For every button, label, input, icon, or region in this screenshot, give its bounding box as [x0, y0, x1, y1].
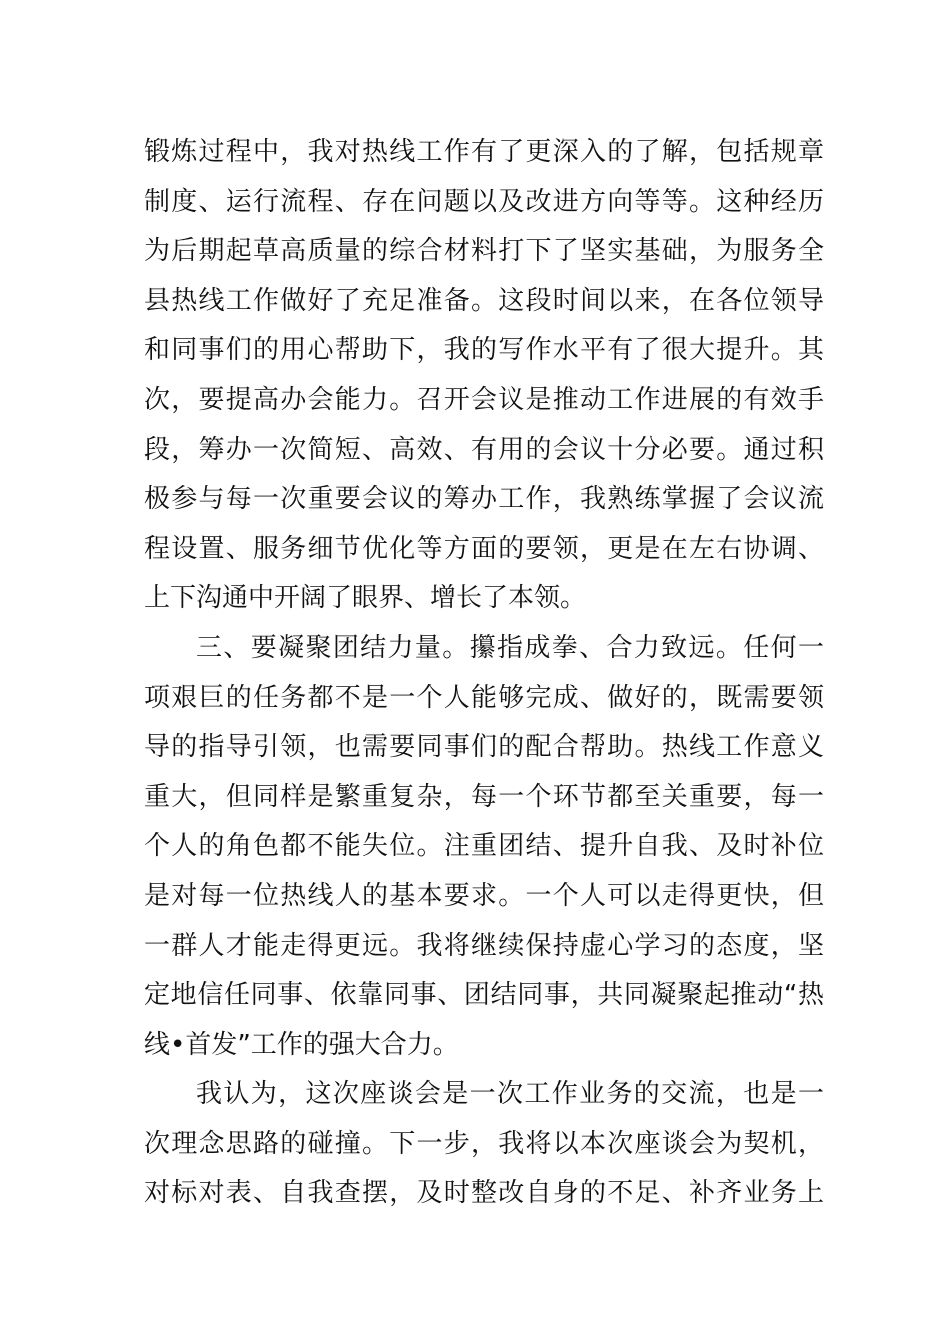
- text-line: 县热线工作做好了充足准备。这段时间以来，在各位领导: [144, 285, 824, 316]
- text-line: 个人的角色都不能失位。注重团结、提升自我、及时补位: [144, 831, 824, 862]
- text-line: 定地信任同事、依靠同事、团结同事，共同凝聚起推动“热: [144, 980, 824, 1011]
- text-line: 线•首发”工作的强大合力。: [144, 1029, 459, 1060]
- body-text: [144, 128, 824, 1219]
- text-line: 程设置、服务细节优化等方面的要领，更是在左右协调、: [144, 533, 824, 564]
- text-line: 一群人才能走得更远。我将继续保持虚心学习的态度，坚: [144, 930, 824, 961]
- text-line: 重大，但同样是繁重复杂，每一个环节都至关重要，每一: [144, 781, 824, 812]
- text-line: 为后期起草高质量的综合材料打下了坚实基础，为服务全: [144, 236, 824, 267]
- text-line: 项艰巨的任务都不是一个人能够完成、做好的，既需要领: [144, 682, 824, 713]
- text-line: 次，要提高办会能力。召开会议是推动工作进展的有效手: [144, 384, 824, 415]
- text-line: 段，筹办一次简短、高效、有用的会议十分必要。通过积: [144, 434, 824, 465]
- text-line: 上下沟通中开阔了眼界、增长了本领。: [144, 583, 587, 614]
- text-line: 是对每一位热线人的基本要求。一个人可以走得更快，但: [144, 880, 824, 911]
- text-line: 三、要凝聚团结力量。攥指成拳、合力致远。任何一: [196, 632, 824, 663]
- text-line: 我认为，这次座谈会是一次工作业务的交流，也是一: [196, 1079, 824, 1110]
- text-line: 极参与每一次重要会议的筹办工作，我熟练掌握了会议流: [144, 484, 824, 515]
- text-line: 和同事们的用心帮助下，我的写作水平有了很大提升。其: [144, 335, 824, 366]
- text-line: 对标对表、自我查摆，及时整改自身的不足、补齐业务上: [144, 1178, 824, 1209]
- text-line: 锻炼过程中，我对热线工作有了更深入的了解，包括规章: [144, 137, 824, 167]
- text-line: 导的指导引领，也需要同事们的配合帮助。热线工作意义: [144, 732, 824, 763]
- text-line: 制度、运行流程、存在问题以及改进方向等等。这种经历: [144, 186, 824, 217]
- text-line: 次理念思路的碰撞。下一步，我将以本次座谈会为契机，: [144, 1128, 824, 1159]
